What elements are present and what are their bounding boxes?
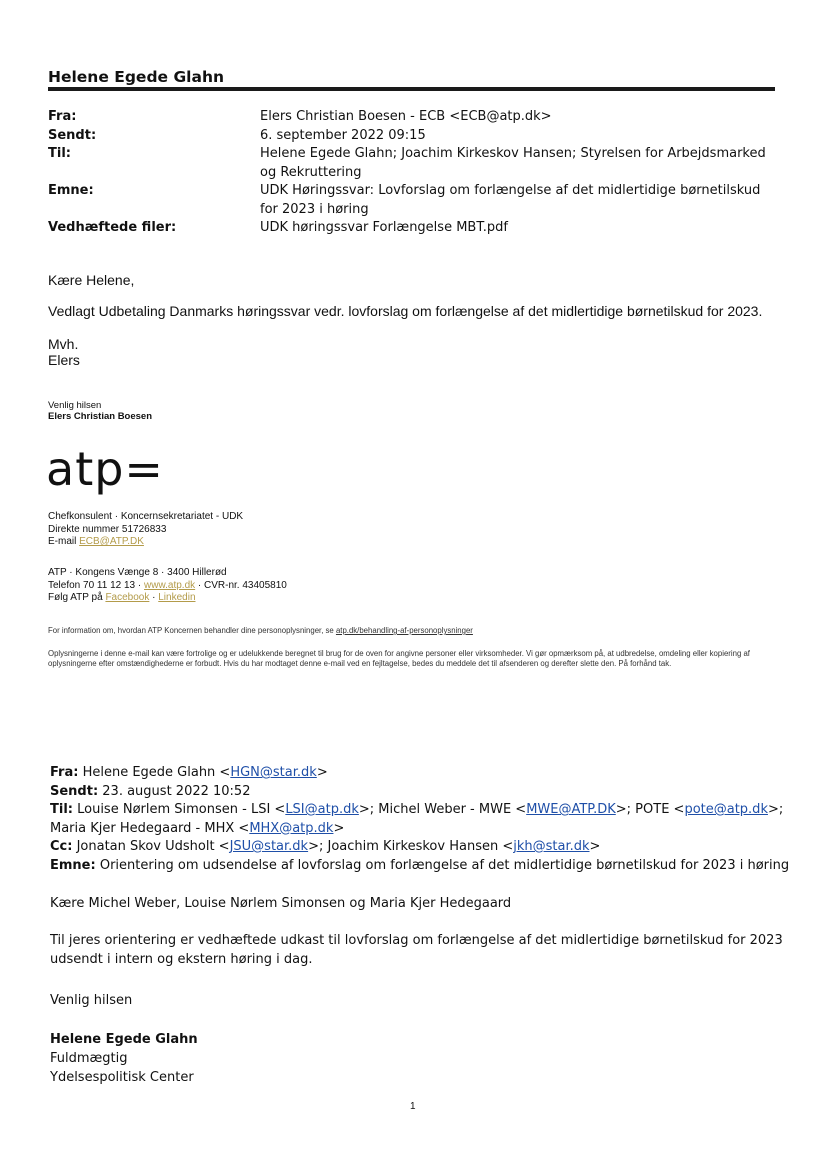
fwd-cc-line	[50, 838, 790, 857]
fwd-to-label: Til:	[50, 802, 73, 817]
fwd-regards: Venlig hilsen	[50, 993, 133, 1008]
company-web-link[interactable]: www.atp.dk	[144, 579, 196, 591]
header-sent-row	[48, 127, 768, 146]
fwd-cc-text-c: >	[589, 839, 601, 854]
company-address: ATP · Kongens Vænge 8 · 3400 Hillerød	[48, 567, 227, 578]
signature-direct-number: Direkte nummer 51726833	[48, 523, 167, 535]
fwd-to-mail-pote[interactable]: pote@atp.dk	[684, 802, 768, 817]
signature-title: Chefkonsulent · Koncernsekretariatet - UDK	[48, 511, 244, 522]
header-sent-label: Sendt:	[48, 127, 97, 143]
message-closing: Mvh.	[48, 336, 79, 352]
fwd-subject-value: Orientering om udsendelse af lovforslag om forlængelse af det midlertidige børnetilskud for 2023 i høring	[95, 857, 790, 873]
fwd-to-text-e: Maria Kjer Hedegaard - MHX <	[50, 820, 250, 836]
social-prefix: Følg ATP på	[48, 592, 106, 603]
message-greeting: Kære Helene,	[48, 272, 135, 288]
fwd-from-label: Fra:	[50, 765, 79, 780]
fwd-cc-mail-jkh[interactable]: jkh@star.dk	[513, 839, 590, 854]
signature-regards: Venlig hilsen	[48, 400, 102, 411]
fwd-greeting: Kære Michel Weber, Louise Nørlem Simonsen og Maria Kjer Hedegaard	[50, 896, 512, 911]
signature-email-line	[48, 536, 243, 549]
message-sender-first-name: Elers	[48, 352, 80, 368]
signature-email-link[interactable]: ECB@ATP.DK	[79, 536, 144, 547]
header-subject-value: UDK Høringssvar: Lovforslag om forlængelse af det midlertidige børnetilskud for 2023 i høring	[260, 183, 761, 217]
company-phone-line	[48, 580, 287, 593]
fwd-body	[50, 931, 790, 969]
header-from-label: Fra:	[48, 109, 77, 124]
fwd-cc-text-b: >; Joachim Kirkeskov Hansen <	[308, 839, 514, 854]
fwd-subject-label: Emne:	[50, 857, 96, 873]
header-subject-row	[48, 182, 768, 219]
fwd-from-line	[50, 764, 790, 783]
company-phone: Telefon 70 11 12 13 ·	[48, 579, 144, 591]
company-contact-block	[48, 567, 287, 605]
fwd-sent-value: 23. august 2022 10:52	[98, 783, 251, 799]
fwd-to-text-f: >	[333, 820, 345, 836]
privacy-notice-text: For information om, hvordan ATP Koncernen behandler dine personoplysninger, se	[48, 626, 336, 635]
fwd-cc-label: Cc:	[50, 839, 73, 854]
header-attachments-row	[48, 219, 768, 238]
linkedin-link[interactable]: Linkedin	[158, 592, 196, 603]
email-header-block	[48, 108, 768, 238]
header-attachments-value: UDK høringssvar Forlængelse MBT.pdf	[260, 220, 508, 235]
fwd-from-name: Helene Egede Glahn <	[78, 765, 231, 780]
page-number: 1	[410, 1101, 416, 1112]
header-subject-label: Emne:	[48, 183, 94, 198]
fwd-to-text-a: Louise Nørlem Simonsen - LSI <	[72, 802, 286, 817]
message-body: Vedlagt Udbetaling Danmarks høringssvar vedr. lovforslag om forlængelse af det midlertidige børnetilskud for 2023.	[48, 303, 763, 319]
header-rule	[48, 87, 775, 91]
fwd-body-line-2: udsendt i intern og ekstern høring i dag.	[50, 952, 313, 967]
company-cvr: · CVR-nr. 43405810	[195, 579, 287, 591]
privacy-notice	[48, 626, 774, 636]
fwd-signature-name: Helene Egede Glahn	[50, 1032, 198, 1047]
header-to-value: Helene Egede Glahn; Joachim Kirkeskov Hansen; Styrelsen for Arbejdsmarked og Rekruttering	[260, 146, 766, 180]
fwd-signature	[50, 1030, 790, 1087]
signature-contact-block	[48, 511, 243, 549]
facebook-link[interactable]: Facebook	[105, 592, 150, 603]
fwd-sent-line	[50, 783, 790, 802]
fwd-to-mail-mhx[interactable]: MHX@atp.dk	[249, 820, 334, 836]
fwd-body-line-1: Til jeres orientering er vedhæftede udkast til lovforslag om forlængelse af det midlertidige børnetilskud for 2023	[50, 933, 783, 948]
fwd-to-line	[50, 801, 790, 820]
fwd-to-mail-mwe[interactable]: MWE@ATP.DK	[526, 802, 616, 817]
fwd-subject-line	[50, 857, 790, 876]
header-to-row	[48, 145, 768, 182]
signature-email-prefix: E-mail	[48, 536, 80, 547]
fwd-from-end: >	[316, 765, 328, 780]
fwd-to-mail-lsi[interactable]: LSI@atp.dk	[285, 802, 359, 817]
fwd-to-text-b: >; Michel Weber - MWE <	[358, 802, 527, 817]
atp-logo: atp=	[46, 442, 164, 496]
header-attachments-label: Vedhæftede filer:	[48, 220, 177, 235]
fwd-cc-mail-jsu[interactable]: JSU@star.dk	[229, 839, 309, 854]
company-social-line	[48, 592, 287, 605]
header-to-label: Til:	[48, 146, 71, 161]
fwd-cc-text-a: Jonatan Skov Udsholt <	[72, 839, 230, 854]
fwd-to-line-2	[50, 820, 790, 839]
signature-name: Elers Christian Boesen	[48, 411, 153, 422]
fwd-from-mail-link[interactable]: HGN@star.dk	[230, 765, 317, 780]
forwarded-header-block	[50, 764, 790, 875]
fwd-signature-title: Fuldmægtig	[50, 1051, 128, 1066]
fwd-sent-label: Sendt:	[50, 783, 99, 799]
confidentiality-disclaimer: Oplysningerne i denne e-mail kan være fortrolige og er udelukkende beregnet til brug for de oven for angivne personer eller virksomheder. Vi gør opmærksom på, at udbredelse, omdeling eller kopiering af oplysningerne efter omstændighederne er forbudt. Hvis du har modtaget denne e-mail ved en fejltagelse, bedes du meddele det til afsenderen og derefter slette den. På forhånd tak.	[48, 649, 750, 668]
fwd-to-text-d: >;	[767, 802, 784, 817]
fwd-signature-dept: Ydelsespolitisk Center	[50, 1070, 194, 1085]
header-sent-value: 6. september 2022 09:15	[260, 127, 426, 143]
social-separator: ·	[149, 592, 159, 603]
mailbox-owner-name: Helene Egede Glahn	[48, 68, 225, 86]
header-from-value: Elers Christian Boesen - ECB <ECB@atp.dk>	[260, 109, 552, 124]
header-from-row	[48, 108, 768, 127]
privacy-notice-link[interactable]: atp.dk/behandling-af-personoplysninger	[335, 626, 473, 635]
fwd-to-text-c: >; POTE <	[615, 802, 685, 817]
